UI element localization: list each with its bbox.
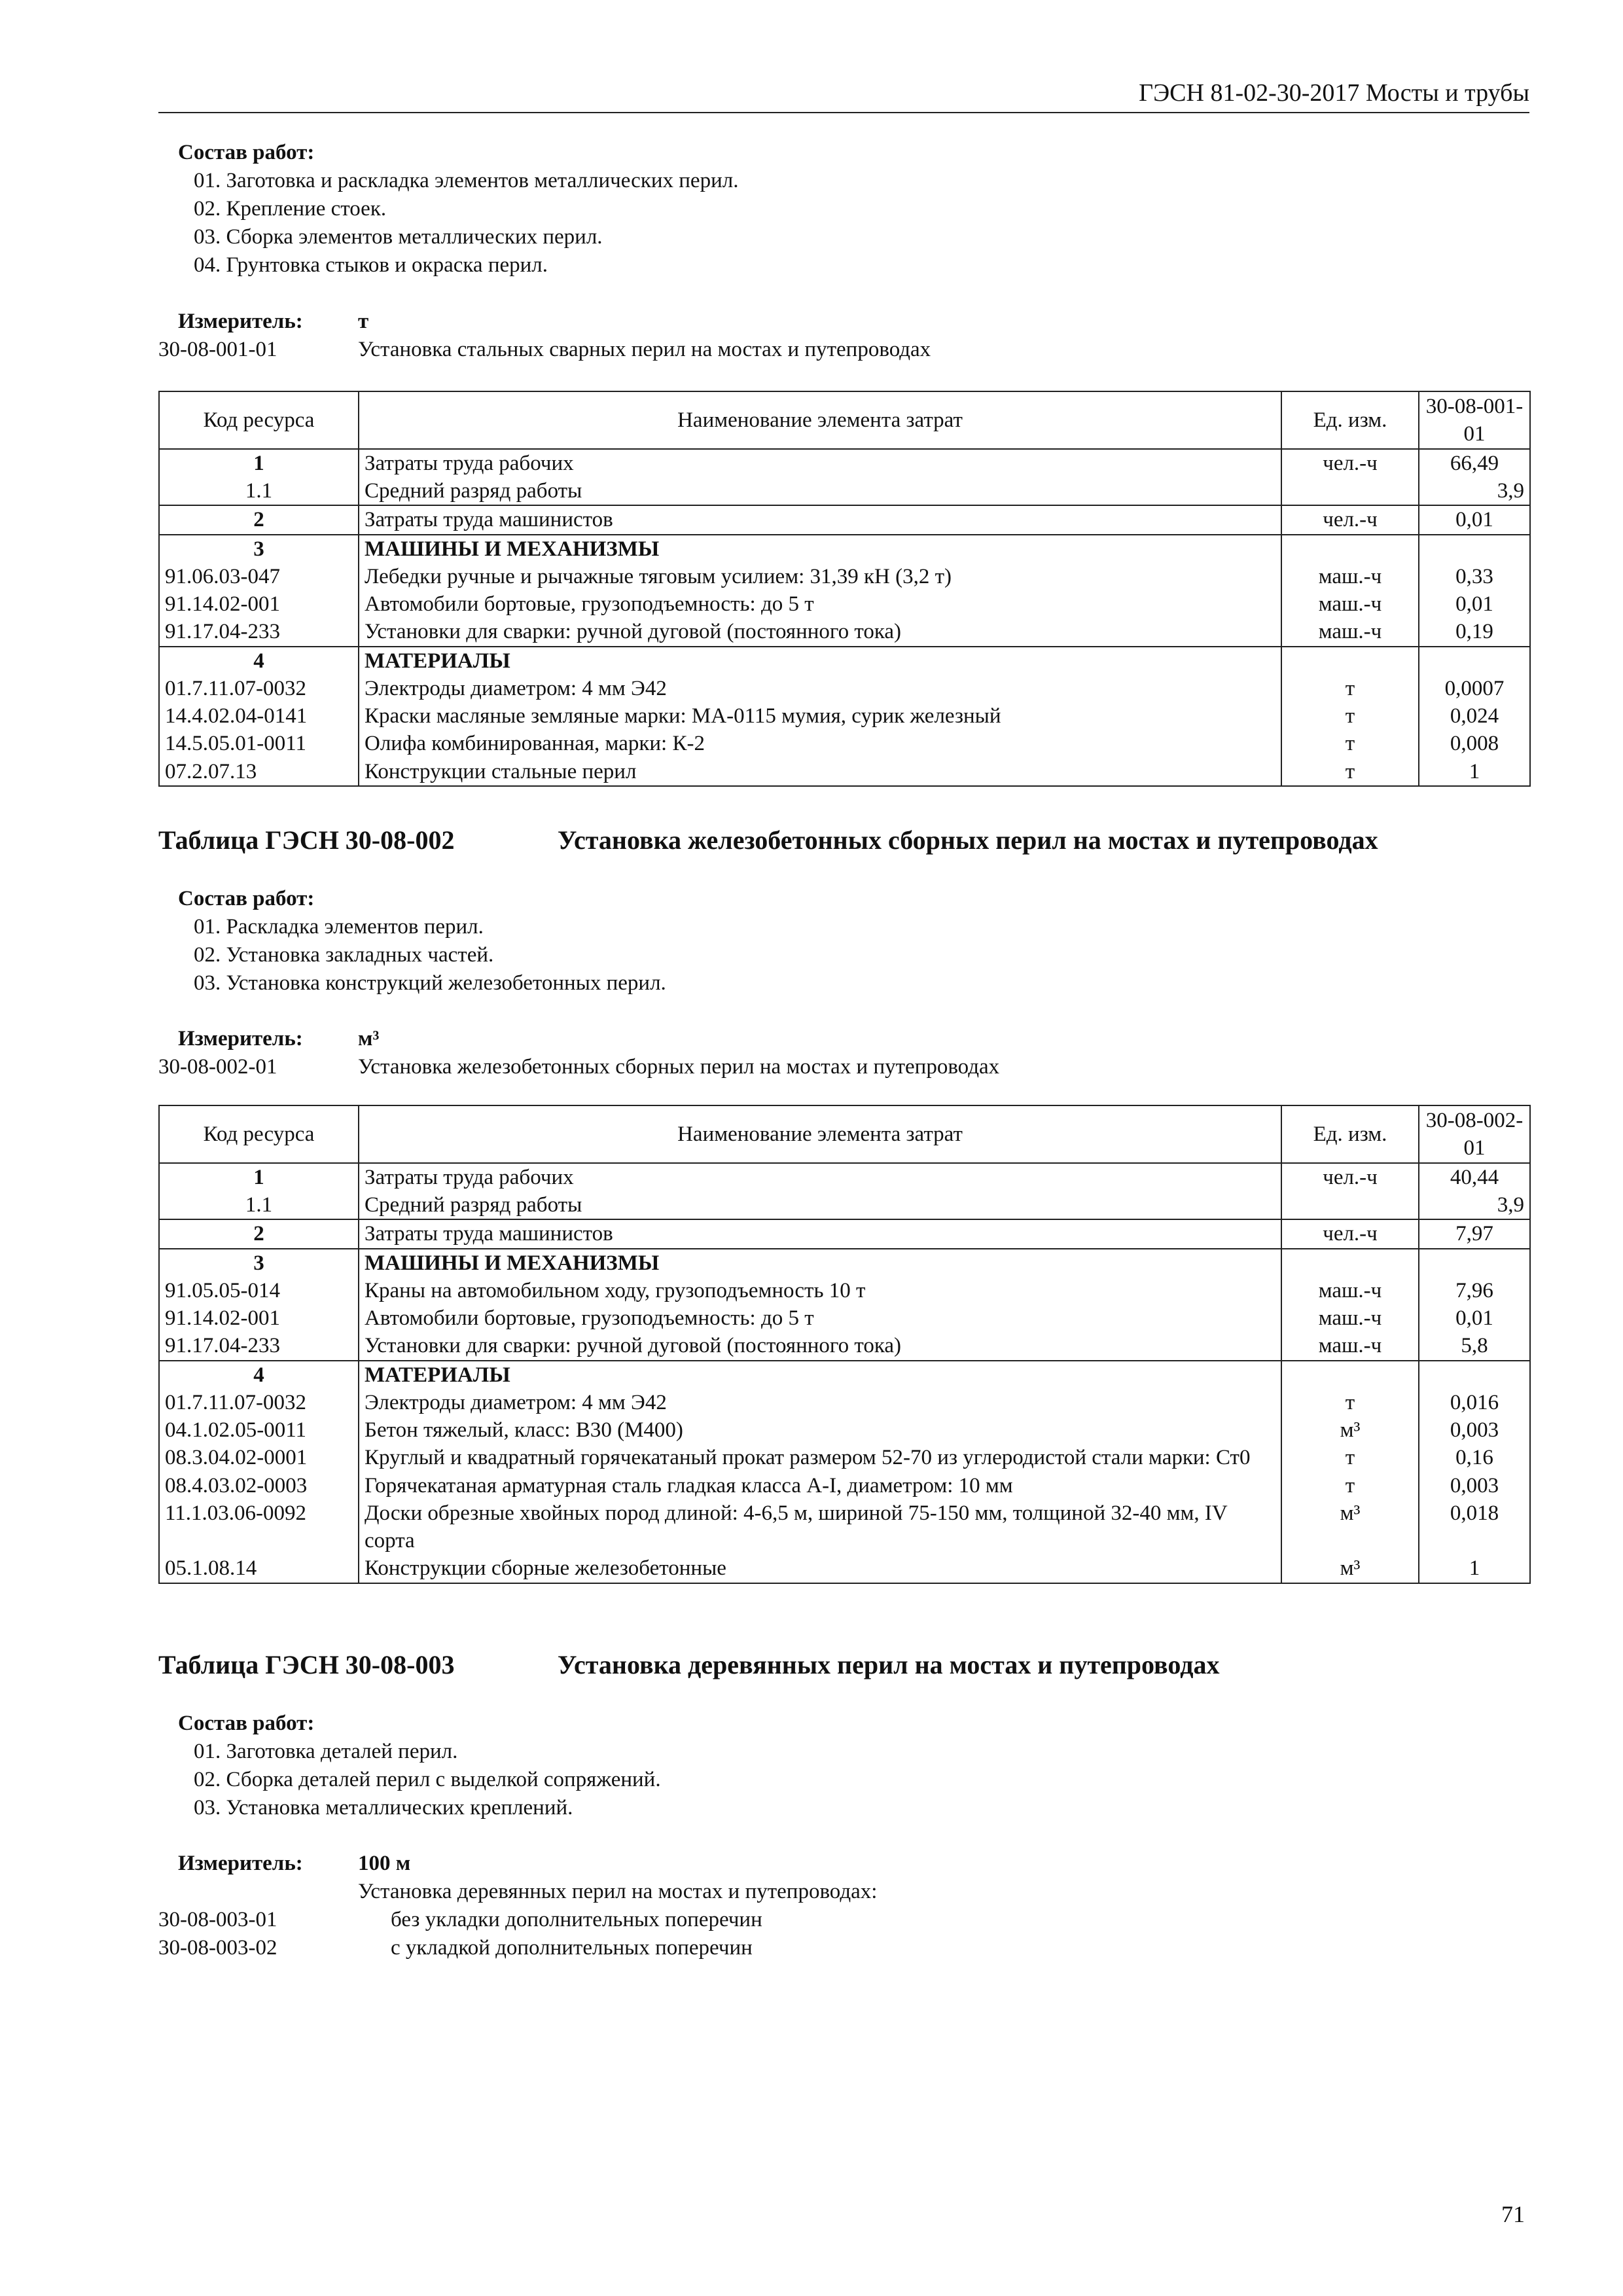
- norm-value-cell: 0,003: [1419, 1472, 1530, 1499]
- norm-value-cell: 0,008: [1419, 730, 1530, 757]
- norm-code: 30-08-003-01: [158, 1907, 277, 1931]
- page-number: 71: [1501, 2201, 1525, 2227]
- resource-code-cell: 08.4.03.02-0003: [159, 1472, 359, 1499]
- resource-name-cell: Затраты труда машинистов: [359, 1219, 1281, 1248]
- resource-name-cell: Электроды диаметром: 4 мм Э42: [359, 1389, 1281, 1416]
- norm-value-cell: 66,49: [1419, 449, 1530, 477]
- measure-unit: т: [358, 310, 369, 333]
- table-row: [159, 1332, 1530, 1360]
- resource-name-cell: Автомобили бортовые, грузоподъемность: до 5 т: [359, 590, 1281, 618]
- resource-name-cell: Затраты труда рабочих: [359, 1163, 1281, 1191]
- unit-cell: чел.-ч: [1281, 505, 1419, 534]
- unit-cell: м³: [1281, 1499, 1419, 1554]
- resource-name-cell: Электроды диаметром: 4 мм Э42: [359, 675, 1281, 702]
- norm-value-cell: 0,16: [1419, 1444, 1530, 1471]
- measure-label: Измеритель:: [178, 1852, 303, 1875]
- resource-name-cell: Олифа комбинированная, марки: К-2: [359, 730, 1281, 757]
- norm-value-cell: 0,003: [1419, 1416, 1530, 1444]
- resource-code-cell: 91.06.03-047: [159, 563, 359, 590]
- table-row: [159, 477, 1530, 505]
- resource-code-cell: 07.2.07.13: [159, 758, 359, 786]
- norm-value-cell: 0,0007: [1419, 675, 1530, 702]
- unit-cell: маш.-ч: [1281, 1277, 1419, 1304]
- resource-name-cell: Круглый и квадратный горячекатаный прокат размером 52-70 из углеродистой стали марки: Ст0: [359, 1444, 1281, 1471]
- unit-cell: [1281, 477, 1419, 505]
- work-list: [178, 167, 738, 279]
- col-header-norm: 30-08-002-01: [1419, 1105, 1530, 1163]
- col-header-norm: 30-08-001-01: [1419, 391, 1530, 449]
- resource-name-cell: Затраты труда рабочих: [359, 449, 1281, 477]
- norm-code: 30-08-002-01: [158, 1054, 277, 1079]
- work-item: 03. Установка металлических креплений.: [194, 1795, 573, 1820]
- norm-value-cell: 0,01: [1419, 1304, 1530, 1332]
- work-item: 01. Заготовка и раскладка элементов металлических перил.: [194, 168, 739, 192]
- unit-cell: маш.-ч: [1281, 618, 1419, 646]
- unit-cell: маш.-ч: [1281, 590, 1419, 618]
- work-composition-1: [178, 139, 738, 279]
- table-row: [159, 1472, 1530, 1499]
- norm-value-cell: [1419, 1249, 1530, 1277]
- col-header-name: Наименование элемента затрат: [359, 1105, 1281, 1163]
- resource-name-cell: Конструкции сборные железобетонные: [359, 1554, 1281, 1583]
- norm-value-cell: 0,01: [1419, 505, 1530, 534]
- measure-unit: м³: [358, 1027, 380, 1050]
- table-row: [159, 730, 1530, 757]
- unit-cell: т: [1281, 1444, 1419, 1471]
- resource-code-cell: 1: [159, 449, 359, 477]
- table-row: [159, 702, 1530, 730]
- unit-cell: т: [1281, 730, 1419, 757]
- work-item: 02. Крепление стоек.: [194, 196, 387, 221]
- resource-code-cell: 01.7.11.07-0032: [159, 1389, 359, 1416]
- table-number: Таблица ГЭСН 30-08-002: [158, 825, 455, 855]
- resource-code-cell: 2: [159, 505, 359, 534]
- resource-code-cell: 1: [159, 1163, 359, 1191]
- resource-code-cell: 91.05.05-014: [159, 1277, 359, 1304]
- resource-code-cell: 1.1: [159, 477, 359, 505]
- norm-value-cell: [1419, 647, 1530, 675]
- table-row: [159, 1389, 1530, 1416]
- resource-code-cell: 2: [159, 1219, 359, 1248]
- resource-code-cell: 91.17.04-233: [159, 618, 359, 646]
- unit-cell: [1281, 535, 1419, 563]
- norm-description: с укладкой дополнительных поперечин: [391, 1935, 753, 1960]
- table-row: [159, 1444, 1530, 1471]
- table-row: [159, 1249, 1530, 1277]
- table-row: [159, 535, 1530, 563]
- table-name: Установка железобетонных сборных перил на мостах и путепроводах: [558, 825, 1378, 855]
- table-row: [159, 1361, 1530, 1389]
- measure-block-3: [158, 1850, 1529, 1962]
- unit-cell: маш.-ч: [1281, 1332, 1419, 1360]
- col-header-unit: Ед. изм.: [1281, 391, 1419, 449]
- table-row: [159, 758, 1530, 786]
- table-number: Таблица ГЭСН 30-08-003: [158, 1650, 455, 1679]
- resource-code-cell: 3: [159, 535, 359, 563]
- work-item: 01. Раскладка элементов перил.: [194, 914, 484, 939]
- table-row: [159, 618, 1530, 646]
- norm-value-cell: 0,19: [1419, 618, 1530, 646]
- resource-code-cell: 01.7.11.07-0032: [159, 675, 359, 702]
- resource-name-cell: Конструкции стальные перил: [359, 758, 1281, 786]
- work-item: 03. Установка конструкций железобетонных перил.: [194, 971, 666, 995]
- resource-name-cell: Средний разряд работы: [359, 1191, 1281, 1219]
- table-row: [159, 505, 1530, 534]
- running-header: ГЭСН 81-02-30-2017 Мосты и трубы: [158, 77, 1529, 113]
- norm-description: без укладки дополнительных поперечин: [391, 1907, 762, 1931]
- unit-cell: [1281, 1361, 1419, 1389]
- resource-code-cell: 3: [159, 1249, 359, 1277]
- resource-name-cell: Установки для сварки: ручной дуговой (постоянного тока): [359, 618, 1281, 646]
- resource-code-cell: 91.14.02-001: [159, 1304, 359, 1332]
- resource-name-cell: МАТЕРИАЛЫ: [359, 1361, 1281, 1389]
- table-row: [159, 675, 1530, 702]
- resource-code-cell: 91.14.02-001: [159, 590, 359, 618]
- table-row: [159, 1304, 1530, 1332]
- norm-value-cell: 7,97: [1419, 1219, 1530, 1248]
- norm-value-cell: 7,96: [1419, 1277, 1530, 1304]
- resource-name-cell: МАШИНЫ И МЕХАНИЗМЫ: [359, 1249, 1281, 1277]
- norm-value-cell: 0,01: [1419, 590, 1530, 618]
- resource-code-cell: 14.4.02.04-0141: [159, 702, 359, 730]
- norm-value-cell: 3,9: [1419, 477, 1530, 505]
- table-title-3: [158, 1648, 1219, 1682]
- norm-intro: Установка деревянных перил на мостах и путепроводах:: [358, 1879, 878, 1903]
- unit-cell: т: [1281, 675, 1419, 702]
- work-list: [178, 913, 666, 997]
- measure-block-2: [158, 1025, 1529, 1081]
- norm-value-cell: [1419, 535, 1530, 563]
- norm-description: Установка железобетонных сборных перил на мостах и путепроводах: [358, 1054, 1000, 1079]
- col-header-name: Наименование элемента затрат: [359, 391, 1281, 449]
- work-composition-title: Состав работ:: [178, 887, 315, 910]
- norm-value-cell: 3,9: [1419, 1191, 1530, 1219]
- unit-cell: [1281, 1191, 1419, 1219]
- unit-cell: [1281, 1249, 1419, 1277]
- work-item: 02. Установка закладных частей.: [194, 942, 494, 967]
- work-item: 01. Заготовка деталей перил.: [194, 1739, 458, 1763]
- col-header-unit: Ед. изм.: [1281, 1105, 1419, 1163]
- table-row: [159, 1163, 1530, 1191]
- norm-value-cell: 0,016: [1419, 1389, 1530, 1416]
- unit-cell: м³: [1281, 1416, 1419, 1444]
- measure-block-1: [158, 308, 1529, 364]
- resource-code-cell: 4: [159, 647, 359, 675]
- work-composition-title: Состав работ:: [178, 141, 315, 164]
- col-header-code: Код ресурса: [159, 391, 359, 449]
- unit-cell: т: [1281, 1472, 1419, 1499]
- resource-name-cell: Средний разряд работы: [359, 477, 1281, 505]
- resource-code-cell: 14.5.05.01-0011: [159, 730, 359, 757]
- norm-value-cell: 1: [1419, 758, 1530, 786]
- resource-name-cell: Горячекатаная арматурная сталь гладкая класса А-I, диаметром: 10 мм: [359, 1472, 1281, 1499]
- work-composition-title: Состав работ:: [178, 1712, 315, 1735]
- work-item: 04. Грунтовка стыков и окраска перил.: [194, 253, 548, 277]
- table-row: [159, 1277, 1530, 1304]
- col-header-code: Код ресурса: [159, 1105, 359, 1163]
- resource-name-cell: МАТЕРИАЛЫ: [359, 647, 1281, 675]
- unit-cell: чел.-ч: [1281, 449, 1419, 477]
- unit-cell: м³: [1281, 1554, 1419, 1583]
- resource-code-cell: 1.1: [159, 1191, 359, 1219]
- measure-unit: 100 м: [358, 1852, 411, 1875]
- unit-cell: т: [1281, 758, 1419, 786]
- table-row: [159, 1219, 1530, 1248]
- work-list: [178, 1738, 661, 1822]
- resource-name-cell: Установки для сварки: ручной дуговой (постоянного тока): [359, 1332, 1281, 1360]
- resource-name-cell: Автомобили бортовые, грузоподъемность: до 5 т: [359, 1304, 1281, 1332]
- table-row: [159, 563, 1530, 590]
- work-item: 03. Сборка элементов металлических перил.: [194, 224, 603, 249]
- norm-value-cell: 40,44: [1419, 1163, 1530, 1191]
- resource-name-cell: Доски обрезные хвойных пород длиной: 4-6,5 м, шириной 75-150 мм, толщиной 32-40 мм, IV сорта: [359, 1499, 1281, 1554]
- norm-value-cell: 0,024: [1419, 702, 1530, 730]
- norm-code: 30-08-003-02: [158, 1935, 277, 1960]
- table-row: [159, 1191, 1530, 1219]
- unit-cell: маш.-ч: [1281, 1304, 1419, 1332]
- resource-name-cell: МАШИНЫ И МЕХАНИЗМЫ: [359, 535, 1281, 563]
- norm-code: 30-08-001-01: [158, 337, 277, 361]
- unit-cell: чел.-ч: [1281, 1219, 1419, 1248]
- norm-value-cell: 1: [1419, 1554, 1530, 1583]
- table-row: [159, 1499, 1530, 1554]
- norm-value-cell: 5,8: [1419, 1332, 1530, 1360]
- unit-cell: чел.-ч: [1281, 1163, 1419, 1191]
- resource-table-2: [158, 1105, 1531, 1584]
- resource-code-cell: 91.17.04-233: [159, 1332, 359, 1360]
- table-row: [159, 590, 1530, 618]
- resource-name-cell: Бетон тяжелый, класс: В30 (М400): [359, 1416, 1281, 1444]
- unit-cell: т: [1281, 1389, 1419, 1416]
- resource-name-cell: Краны на автомобильном ходу, грузоподъемность 10 т: [359, 1277, 1281, 1304]
- table-title-2: [158, 823, 1378, 857]
- table-row: [159, 1416, 1530, 1444]
- norm-value-cell: 0,33: [1419, 563, 1530, 590]
- unit-cell: маш.-ч: [1281, 563, 1419, 590]
- resource-name-cell: Краски масляные земляные марки: МА-0115 мумия, сурик железный: [359, 702, 1281, 730]
- measure-label: Измеритель:: [178, 310, 303, 333]
- unit-cell: [1281, 647, 1419, 675]
- resource-table-1: [158, 391, 1531, 787]
- resource-name-cell: Лебедки ручные и рычажные тяговым усилием: 31,39 кН (3,2 т): [359, 563, 1281, 590]
- norm-value-cell: [1419, 1361, 1530, 1389]
- measure-label: Измеритель:: [178, 1027, 303, 1050]
- table-name: Установка деревянных перил на мостах и путепроводах: [558, 1650, 1220, 1679]
- resource-code-cell: 4: [159, 1361, 359, 1389]
- table-row: [159, 647, 1530, 675]
- resource-code-cell: 04.1.02.05-0011: [159, 1416, 359, 1444]
- work-composition-2: [178, 885, 666, 997]
- resource-code-cell: 08.3.04.02-0001: [159, 1444, 359, 1471]
- resource-name-cell: Затраты труда машинистов: [359, 505, 1281, 534]
- work-item: 02. Сборка деталей перил с выделкой сопряжений.: [194, 1767, 661, 1791]
- unit-cell: т: [1281, 702, 1419, 730]
- resource-code-cell: 05.1.08.14: [159, 1554, 359, 1583]
- work-composition-3: [178, 1710, 661, 1822]
- table-row: [159, 1554, 1530, 1583]
- norm-description: Установка стальных сварных перил на мостах и путепроводах: [358, 337, 931, 361]
- table-row: [159, 449, 1530, 477]
- resource-code-cell: 11.1.03.06-0092: [159, 1499, 359, 1554]
- norm-value-cell: 0,018: [1419, 1499, 1530, 1554]
